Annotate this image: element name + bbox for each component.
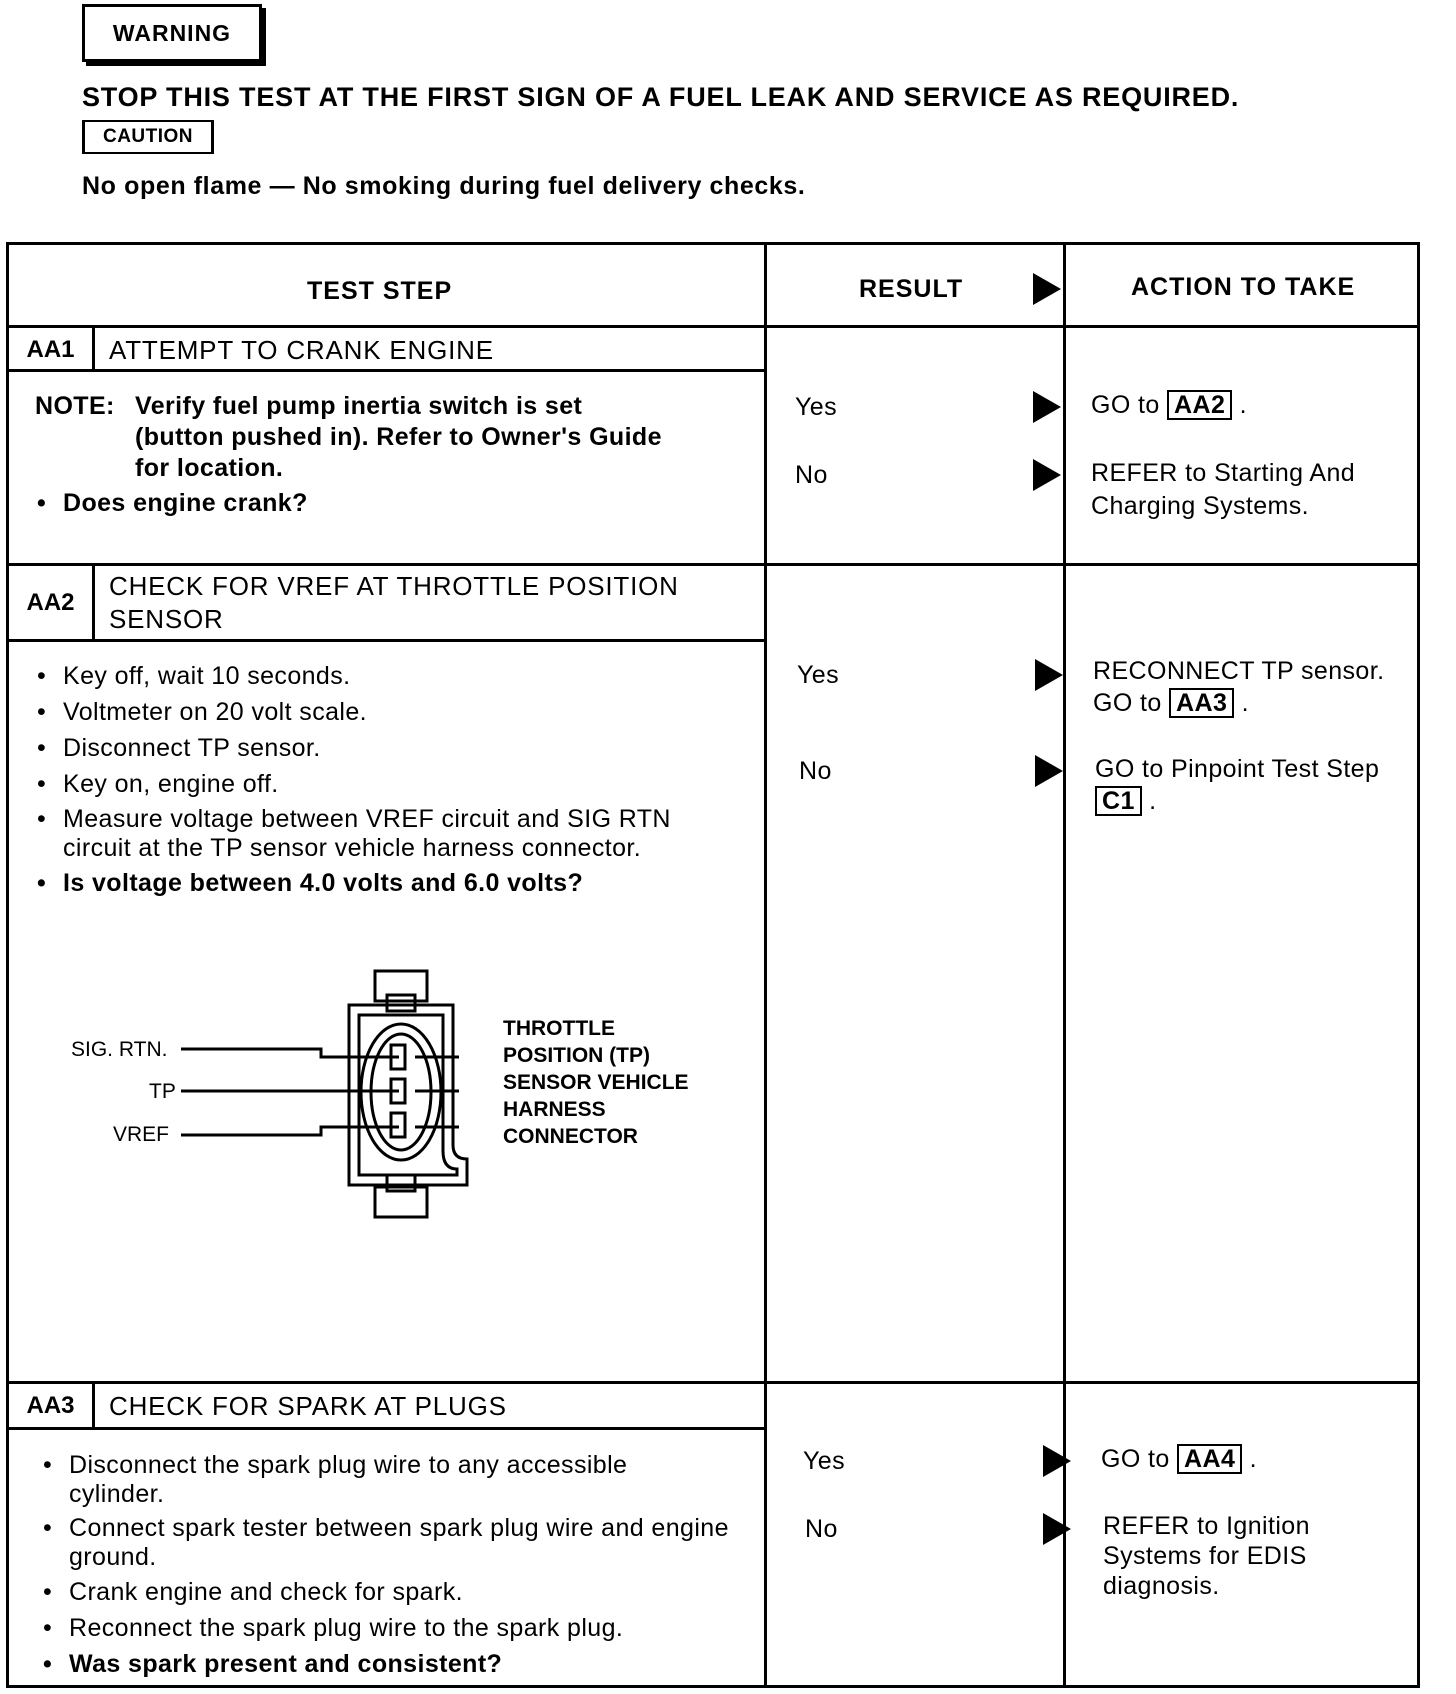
connector-caption: [503, 1015, 689, 1150]
arrow-right-icon: [1035, 755, 1063, 787]
warning-text: STOP THIS TEST AT THE FIRST SIGN OF A FUEL LEAK AND SERVICE AS REQUIRED.: [82, 82, 1240, 112]
step-body-aa1: [35, 391, 735, 524]
step-title: CHECK FOR VREF AT THROTTLE POSITION SENSOR: [109, 570, 679, 634]
question: • Was spark present and consistent?: [41, 1649, 741, 1680]
result-yes: Yes: [797, 661, 839, 689]
action-no: REFER to Starting And Charging Systems.: [1091, 459, 1356, 520]
step-title-divider: [9, 1427, 764, 1430]
step-body-aa3: [41, 1451, 741, 1685]
diagnostic-table: [6, 242, 1420, 1688]
step-id: AA1: [9, 328, 95, 372]
step-id: AA2: [9, 566, 95, 639]
action-text: GO to Pinpoint Test Step: [1095, 755, 1380, 783]
step-header-aa3: [9, 1384, 764, 1428]
step-bullet: • Key on, engine off.: [35, 769, 735, 800]
arrow-right-icon: [1033, 391, 1061, 423]
note-text: Verify fuel pump inertia switch is set (button pushed in). Refer to Owner's Guide for location.: [135, 392, 662, 482]
pin-label-vref: VREF: [113, 1123, 170, 1146]
caution-label: CAUTION: [82, 120, 214, 154]
action-text: GO to: [1091, 391, 1160, 419]
action-yes: [1093, 655, 1393, 719]
pin-label-tp: TP: [149, 1080, 176, 1103]
step-ref-c1[interactable]: C1: [1095, 786, 1142, 816]
action-yes: [1101, 1443, 1401, 1476]
action-suffix: .: [1241, 689, 1249, 717]
step-bullet: • Connect spark tester between spark plug wire and engine ground.: [41, 1514, 731, 1572]
arrow-right-icon: [1043, 1513, 1071, 1545]
result-no: No: [799, 757, 832, 785]
action-suffix: .: [1149, 787, 1157, 815]
step-bullet: • Voltmeter on 20 volt scale.: [35, 697, 735, 728]
warning-label: WARNING: [82, 4, 262, 62]
caption-line: SENSOR VEHICLE: [503, 1071, 689, 1094]
result-no: No: [795, 461, 828, 489]
step-ref-aa2[interactable]: AA2: [1167, 390, 1232, 420]
step-title-divider: [9, 639, 764, 642]
arrow-right-icon: [1035, 659, 1063, 691]
result-yes: Yes: [795, 393, 837, 421]
step-title: ATTEMPT TO CRANK ENGINE: [109, 334, 494, 365]
question: • Is voltage between 4.0 volts and 6.0 volts?: [35, 868, 735, 899]
step-bullet: • Crank engine and check for spark.: [41, 1577, 741, 1608]
action-yes: [1091, 389, 1411, 422]
question: • Does engine crank?: [35, 488, 735, 519]
pin-label-sig-rtn: SIG. RTN.: [71, 1038, 168, 1061]
note: [35, 391, 735, 484]
step-title-divider: [9, 369, 764, 372]
caption-line: THROTTLE: [503, 1017, 615, 1040]
step-header-aa1: [9, 328, 764, 372]
column-divider: [764, 245, 767, 1685]
action-suffix: .: [1249, 1445, 1257, 1473]
result-yes: Yes: [803, 1447, 845, 1475]
caution-text: No open flame — No smoking during fuel delivery checks.: [82, 172, 806, 200]
step-ref-aa3[interactable]: AA3: [1169, 688, 1234, 718]
step-bullet: • Disconnect the spark plug wire to any accessible cylinder.: [41, 1451, 721, 1509]
header-test-step: TEST STEP: [307, 277, 453, 305]
header-result: RESULT: [859, 275, 964, 303]
step-bullet: • Key off, wait 10 seconds.: [35, 661, 735, 692]
arrow-right-icon: [1033, 459, 1061, 491]
action-text: RECONNECT TP sensor. GO to: [1093, 657, 1385, 717]
step-ref-aa4[interactable]: AA4: [1177, 1444, 1242, 1474]
action-text: GO to: [1101, 1445, 1170, 1473]
action-no: [1095, 753, 1385, 817]
header-action: ACTION TO TAKE: [1131, 273, 1356, 301]
caption-line: POSITION (TP): [503, 1044, 650, 1067]
step-body-aa2: [35, 661, 735, 904]
action-suffix: .: [1239, 391, 1247, 419]
step-title: CHECK FOR SPARK AT PLUGS: [109, 1390, 507, 1421]
step-bullet: • Disconnect TP sensor.: [35, 733, 735, 764]
caption-line: HARNESS: [503, 1098, 606, 1121]
connector-drawing: [169, 965, 509, 1225]
result-no: No: [805, 1515, 838, 1543]
arrow-right-icon: [1033, 273, 1061, 305]
step-bullet: • Reconnect the spark plug wire to the spark plug.: [41, 1613, 741, 1644]
step-id: AA3: [9, 1384, 95, 1428]
step-bullet: • Measure voltage between VREF circuit and SIG RTN circuit at the TP sensor vehicle harness connector.: [35, 805, 695, 863]
caption-line: CONNECTOR: [503, 1125, 638, 1148]
action-no: REFER to Ignition Systems for EDIS diagnosis.: [1103, 1512, 1310, 1600]
arrow-right-icon: [1043, 1445, 1071, 1477]
note-label: NOTE:: [35, 392, 115, 420]
step-header-aa2: [9, 566, 764, 639]
